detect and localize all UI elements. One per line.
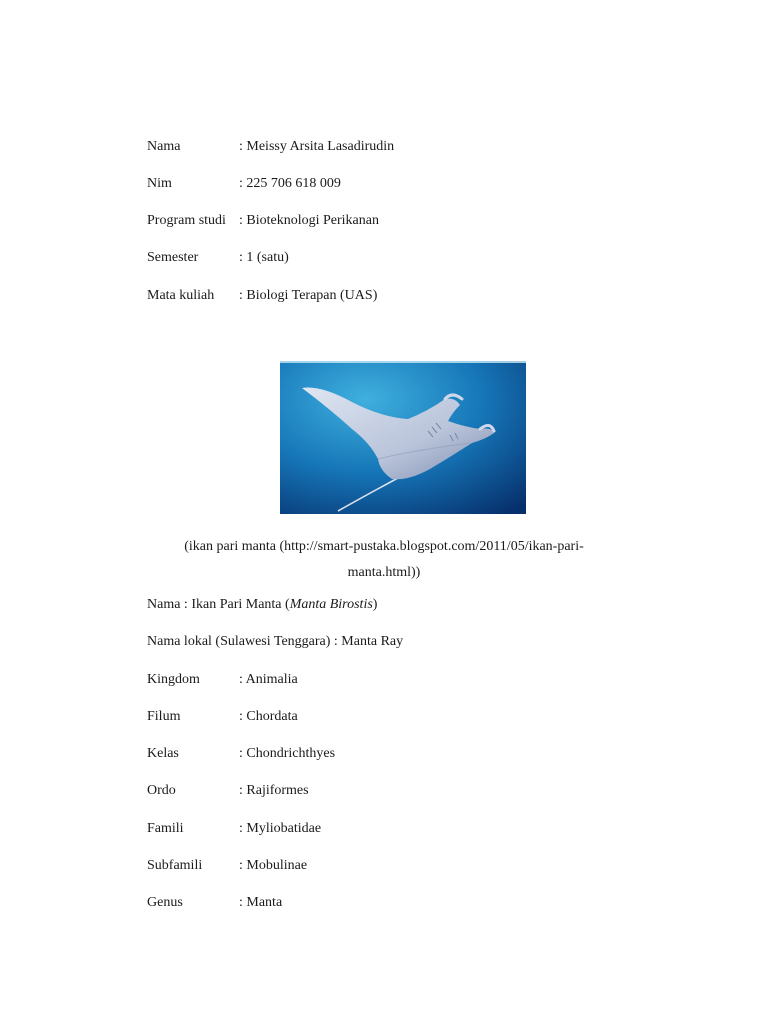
taxon-rank: Filum — [147, 709, 181, 724]
field-value: : Bioteknologi Perikanan — [239, 213, 379, 228]
taxon-value: : Manta — [239, 895, 283, 910]
field-label: Semester — [147, 250, 199, 265]
caption-line-1: (ikan pari manta (http://smart-pustaka.blogspot.com/2011/05/ikan-pari- — [184, 539, 584, 554]
species-name — [147, 596, 377, 614]
taxon-value: : Animalia — [239, 672, 298, 687]
field-value: : 1 (satu) — [239, 250, 289, 265]
species-local-name: Nama lokal (Sulawesi Tenggara) : Manta Ray — [147, 634, 404, 649]
field-label: Mata kuliah — [147, 288, 215, 303]
field-label: Nim — [147, 176, 172, 191]
taxon-value: : Rajiformes — [239, 783, 309, 798]
taxon-value: : Myliobatidae — [239, 821, 322, 836]
species-name-prefix: Nama : Ikan Pari Manta ( — [147, 597, 290, 612]
taxon-rank: Kelas — [147, 746, 179, 761]
field-value: : Meissy Arsita Lasadirudin — [239, 139, 395, 154]
taxon-rank: Ordo — [147, 783, 176, 798]
field-value: : 225 706 618 009 — [239, 176, 341, 191]
species-latin-name: Manta Birostis — [289, 597, 373, 612]
photo-caption — [100, 534, 668, 586]
taxon-value: : Chordata — [239, 709, 298, 724]
manta-ray-photo — [280, 361, 526, 514]
field-label: Nama — [147, 139, 181, 154]
taxon-rank: Kingdom — [147, 672, 200, 687]
taxon-rank: Subfamili — [147, 858, 203, 873]
taxon-rank: Genus — [147, 895, 183, 910]
taxon-value: : Chondrichthyes — [239, 746, 336, 761]
species-name-suffix: ) — [372, 597, 378, 612]
field-label: Program studi — [147, 213, 226, 228]
taxon-rank: Famili — [147, 821, 184, 836]
manta-ray-illustration — [280, 361, 526, 514]
field-value: : Biologi Terapan (UAS) — [239, 288, 378, 303]
taxon-value: : Mobulinae — [239, 858, 308, 873]
caption-line-2: manta.html)) — [347, 565, 421, 580]
